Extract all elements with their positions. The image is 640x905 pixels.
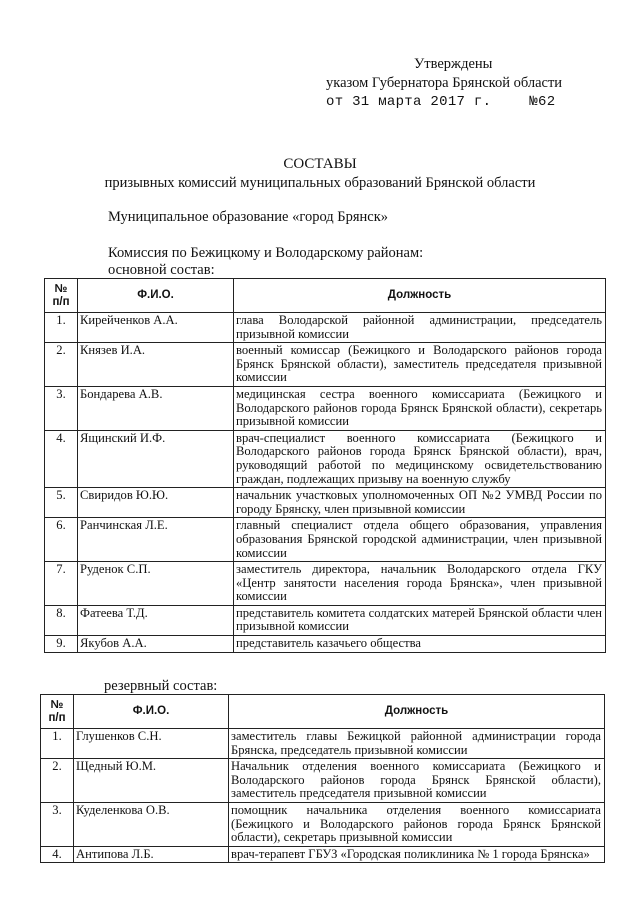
header-name: Ф.И.О. bbox=[74, 695, 229, 729]
page-subtitle: призывных комиссий муниципальных образований Брянской области bbox=[104, 175, 536, 191]
commission-label: Комиссия по Бежицкому и Володарскому районам: bbox=[108, 245, 424, 261]
table-row bbox=[41, 802, 605, 846]
document-heading bbox=[0, 155, 640, 193]
row-number: 4. bbox=[41, 846, 74, 863]
member-name: Ящинский И.Ф. bbox=[78, 430, 234, 487]
row-number: 3. bbox=[41, 802, 74, 846]
header-num-line2: п/п bbox=[48, 711, 66, 724]
header-num bbox=[45, 279, 78, 313]
member-name: Кирейченков А.А. bbox=[78, 313, 234, 343]
row-number: 3. bbox=[45, 386, 78, 430]
member-position: главный специалист отдела общего образования, управления образования Брянской городской администрации, член призывной комиссии bbox=[234, 518, 606, 562]
member-position: врач-специалист военного комиссариата (Бежицкого и Володарского районов города Брянск Брянской области), врач, руководящий работой по медицинскому освидетельствованию граждан, подлежащих призыву на военную службу bbox=[234, 430, 606, 487]
table-row bbox=[41, 846, 605, 863]
header-num-line1: № bbox=[50, 698, 64, 711]
approval-date: от 31 марта 2017 г. bbox=[326, 94, 492, 110]
table-row bbox=[45, 343, 606, 387]
main-composition-label: основной состав: bbox=[108, 262, 215, 278]
header-num-line1: № bbox=[54, 282, 68, 295]
table-row bbox=[45, 488, 606, 518]
table-row bbox=[45, 518, 606, 562]
approval-stamp bbox=[326, 55, 562, 112]
member-name: Ранчинская Л.Е. bbox=[78, 518, 234, 562]
row-number: 2. bbox=[41, 759, 74, 803]
reserve-composition-label: резервный состав: bbox=[104, 678, 218, 694]
table-row bbox=[45, 313, 606, 343]
table-row bbox=[41, 729, 605, 759]
header-position: Должность bbox=[229, 695, 605, 729]
row-number: 7. bbox=[45, 562, 78, 606]
table-row bbox=[45, 605, 606, 635]
table-row bbox=[45, 430, 606, 487]
approval-line1: Утверждены bbox=[414, 56, 493, 72]
row-number: 5. bbox=[45, 488, 78, 518]
member-name: Куделенкова О.В. bbox=[74, 802, 229, 846]
row-number: 4. bbox=[45, 430, 78, 487]
table-row bbox=[45, 562, 606, 606]
member-name: Щедный Ю.М. bbox=[74, 759, 229, 803]
member-name: Князев И.А. bbox=[78, 343, 234, 387]
table-row bbox=[45, 636, 606, 653]
header-position: Должность bbox=[234, 279, 606, 313]
table-header-row bbox=[45, 279, 606, 313]
member-position: представитель комитета солдатских матерей Брянской области член призывной комиссии bbox=[234, 605, 606, 635]
member-position: врач-терапевт ГБУЗ «Городская поликлиника № 1 города Брянска» bbox=[229, 846, 605, 863]
member-position: начальник участковых уполномоченных ОП №2 УМВД России по городу Брянску, член призывной комиссии bbox=[234, 488, 606, 518]
member-position: военный комиссар (Бежицкого и Володарского районов города Брянск Брянской области), заместитель председателя призывной комиссии bbox=[234, 343, 606, 387]
table-row bbox=[45, 386, 606, 430]
table-header-row bbox=[41, 695, 605, 729]
table-row bbox=[41, 759, 605, 803]
member-name: Глушенков С.Н. bbox=[74, 729, 229, 759]
member-name: Свиридов Ю.Ю. bbox=[78, 488, 234, 518]
member-position: представитель казачьего общества bbox=[234, 636, 606, 653]
member-name: Бондарева А.В. bbox=[78, 386, 234, 430]
member-position: Начальник отделения военного комиссариата (Бежицкого и Володарского районов города Брянск Брянской области), заместитель председателя призывной комиссии bbox=[229, 759, 605, 803]
member-name: Фатеева Т.Д. bbox=[78, 605, 234, 635]
member-position: медицинская сестра военного комиссариата (Бежицкого и Володарского районов города Брянск Брянской области), секретарь призывной комиссии bbox=[234, 386, 606, 430]
page-title: СОСТАВЫ bbox=[283, 156, 357, 172]
row-number: 8. bbox=[45, 605, 78, 635]
header-num-line2: п/п bbox=[52, 295, 70, 308]
main-composition-table bbox=[44, 278, 606, 653]
row-number: 1. bbox=[41, 729, 74, 759]
approval-date-line bbox=[326, 93, 562, 112]
member-position: заместитель главы Бежицкой районной администрации города Брянска, председатель призывной комиссии bbox=[229, 729, 605, 759]
member-name: Якубов А.А. bbox=[78, 636, 234, 653]
header-num bbox=[41, 695, 74, 729]
row-number: 2. bbox=[45, 343, 78, 387]
member-position: помощник начальника отделения военного комиссариата (Бежицкого и Володарского районов города Брянск Брянской области), секретарь призывной комиссии bbox=[229, 802, 605, 846]
approval-number: №62 bbox=[529, 94, 556, 110]
row-number: 9. bbox=[45, 636, 78, 653]
reserve-composition-table bbox=[40, 694, 605, 863]
member-name: Руденок С.П. bbox=[78, 562, 234, 606]
row-number: 6. bbox=[45, 518, 78, 562]
member-position: глава Володарской районной администрации, председатель призывной комиссии bbox=[234, 313, 606, 343]
approval-line2: указом Губернатора Брянской области bbox=[326, 75, 563, 91]
municipality-label: Муниципальное образование «город Брянск» bbox=[108, 209, 389, 225]
member-name: Антипова Л.Б. bbox=[74, 846, 229, 863]
member-position: заместитель директора, начальник Володарского отдела ГКУ «Центр занятости населения города Брянска», член призывной комиссии bbox=[234, 562, 606, 606]
header-name: Ф.И.О. bbox=[78, 279, 234, 313]
row-number: 1. bbox=[45, 313, 78, 343]
